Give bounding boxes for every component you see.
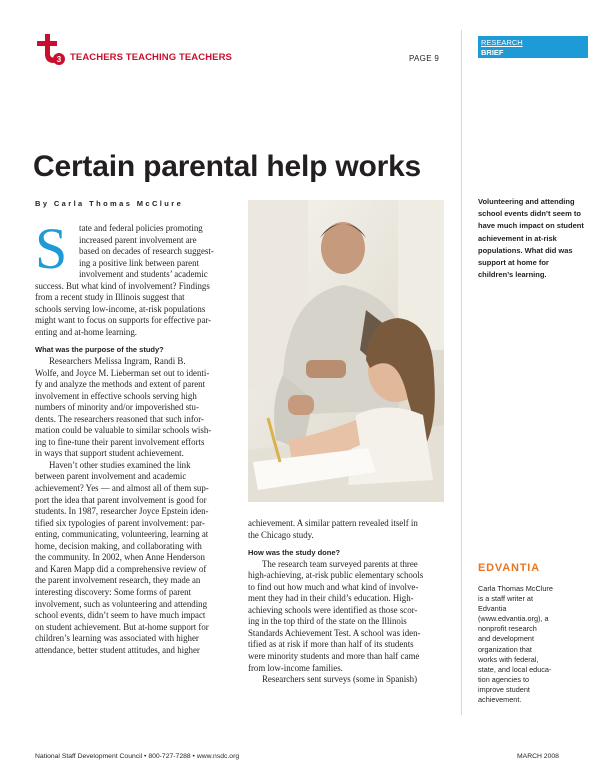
body-line: from low-income families. (248, 662, 343, 673)
body-line: The research team surveyed parents at three (262, 558, 418, 569)
body-line: Standards Achievement Test. A school was iden- (248, 627, 421, 638)
body-line: the parent involvement research, they made an (35, 575, 201, 586)
body-line: tified six typologies of parent involvement: par- (35, 517, 205, 528)
bio-line: is a staff writer at (478, 594, 534, 604)
body-line: enting, communicating, volunteering, learning at (35, 529, 209, 540)
page-number: PAGE 9 (409, 54, 440, 63)
research-brief-badge (478, 36, 588, 58)
bio-line: organization that (478, 644, 532, 654)
intro-line: schools serving low-income, at-risk populations (35, 303, 206, 314)
bio-line: achievement. (478, 695, 522, 705)
body-line: achieving schools were identified as those scor- (248, 604, 418, 615)
body-line: on student achievement. But at-home support for (35, 621, 209, 632)
body-line: between parent involvement and academic (35, 471, 187, 482)
drop-cap: S (35, 216, 68, 281)
intro-line: from a recent study in Illinois suggest that (35, 292, 185, 303)
body-line: mation could be valuable to similar schools wish- (35, 425, 212, 436)
intro-line: ing a positive link between parent (79, 257, 200, 268)
bio-line: state, and local educa- (478, 664, 552, 674)
body-line: ing to fine-tune their parent involvement efforts (35, 436, 205, 447)
body-line: Researchers Melissa Ingram, Randi B. (49, 356, 186, 367)
intro-line: success. But what kind of involvement? Findings (35, 280, 210, 291)
footer-date: MARCH 2008 (517, 753, 559, 760)
body-line: high-achieving, at-risk public elementary schools (248, 570, 424, 581)
article-byline: By Carla Thomas McClure (35, 199, 184, 208)
body-line: achievement. A similar pattern revealed itself in (248, 518, 418, 528)
footer-contact: National Staff Development Council • 800-727-7288 • www.nsdc.org (35, 753, 240, 760)
edvantia-logo (478, 560, 568, 574)
column-1 (35, 223, 235, 656)
body-line: dents. The researchers reasoned that such infor- (35, 413, 204, 424)
body-line: school events, didn’t seem to have much impact (35, 610, 206, 621)
intro-line: might want to focus on supports for effective par- (35, 315, 212, 326)
body-line: involvement, such as volunteering and attending (35, 598, 208, 609)
body-line: ing in the top third of the state on the Illinois (248, 616, 407, 627)
intro-line: involvement and students’ academic (79, 269, 208, 280)
body-line: achievement? Yes — and almost all of them sup- (35, 483, 209, 494)
article-title: Certain parental help works (33, 150, 422, 183)
body-line: the Chicago study. (248, 529, 314, 540)
bio-line: improve student (478, 684, 530, 694)
bio-line: nonprofit research (478, 624, 537, 634)
body-line: interesting discovery: Some forms of parent (35, 586, 192, 597)
body-line: Researchers sent surveys (some in Spanish) (262, 674, 418, 685)
bio-line: Edvantia (478, 604, 507, 614)
body-line: home, decision making, and collaborating with (35, 540, 202, 551)
bio-line: (www.edvantia.org), a (478, 614, 549, 624)
edvantia-logo-text: EDVANTIA (478, 562, 540, 574)
body-line: fy and analyze the methods and extent of parent (35, 379, 206, 390)
body-line: involvement in effective schools serving high (35, 390, 197, 401)
section-heading-purpose: What was the purpose of the study? (35, 345, 164, 355)
body-line: Haven’t other studies examined the link (49, 459, 191, 470)
body-line: port the idea that parent involvement is good for (35, 494, 207, 505)
intro-line: enting and at-home learning. (35, 326, 138, 337)
bio-line: and development (478, 634, 534, 644)
body-line: were minority students and more than half came (248, 651, 420, 662)
column-2 (248, 518, 448, 686)
body-line: numbers of minority and/or impoverished stu- (35, 402, 199, 413)
pull-quote: Volunteering and attending school events didn’t seem to have much impact on student achievement in at-risk populations. What did was support at home for children’s learning. (478, 197, 584, 280)
badge-brief-label: BRIEF (481, 47, 504, 57)
parent-child-photo (248, 200, 444, 502)
column-divider (461, 30, 462, 715)
body-line: students. In 1987, researcher Joyce Epstein iden- (35, 506, 209, 517)
body-line: in ways that support student achievement. (35, 448, 184, 459)
bio-line: tion agencies to (478, 674, 530, 684)
body-line: tified as at risk if more than half of its students (248, 639, 414, 650)
body-line: children’s learning was associated with higher (35, 633, 199, 644)
bio-line: works with federal, (478, 654, 539, 664)
body-line: to find out how much and what kind of involve- (248, 581, 419, 592)
body-line: attendance, better student attitudes, and higher (35, 644, 200, 655)
body-line: ment they had in their child’s education. High- (248, 593, 414, 604)
body-line: Wolfe, and Joyce M. Lieberman set out to identi- (35, 367, 210, 378)
bio-line: Carla Thomas McClure (478, 584, 553, 593)
intro-line: based on decades of research suggest- (79, 246, 214, 257)
intro-line: increased parent involvement are (79, 234, 197, 245)
logo-numeral: 3 (56, 55, 62, 64)
t3-logo-icon (34, 34, 66, 66)
badge-research-link[interactable]: RESEARCH (481, 38, 523, 47)
intro-line: tate and federal policies promoting (79, 223, 203, 233)
author-bio (478, 584, 584, 705)
section-heading-method: How was the study done? (248, 548, 341, 558)
series-title: TEACHERS TEACHING TEACHERS (70, 52, 232, 63)
body-line: and Karen Mapp did a comprehensive review of (35, 563, 207, 574)
body-line: the community. In 2002, when Anne Henderson (35, 552, 205, 563)
